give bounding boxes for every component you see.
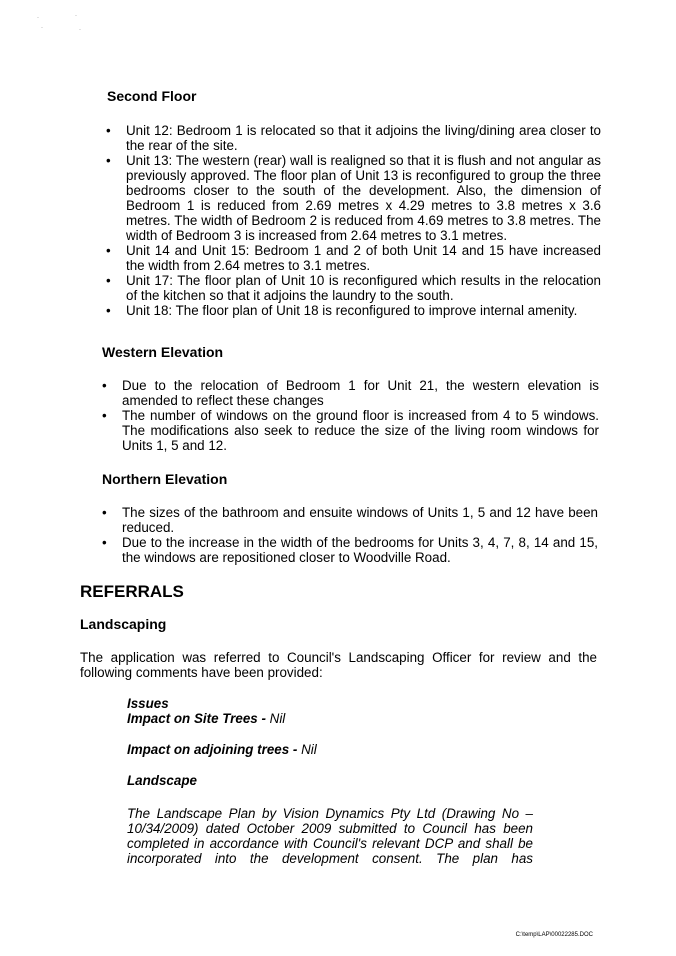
section-heading-referrals: REFERRALS — [80, 582, 184, 601]
landscape-label: Landscape — [127, 773, 197, 788]
section-heading-second-floor: Second Floor — [107, 88, 197, 104]
list-item: • The number of windows on the ground floor is increased from 4 to 5 windows. The modifications also seek to reduce the size of the living room windows for Units 1, 5 and 12. — [102, 408, 599, 453]
scan-artifact: · — [79, 27, 81, 33]
list-item: • Due to the increase in the width of the bedrooms for Units 3, 4, 7, 8, 14 and 15, the windows are repositioned closer to Woodville Road. — [102, 535, 598, 565]
scan-artifact: · — [41, 25, 43, 31]
landscape-block — [127, 773, 533, 788]
section-heading-western-elevation: Western Elevation — [102, 344, 224, 360]
list-item: • Due to the relocation of Bedroom 1 for Unit 21, the western elevation is amended to reflect these changes — [102, 378, 599, 408]
northern-elevation-list — [102, 505, 598, 565]
list-item: • Unit 18: The floor plan of Unit 18 is reconfigured to improve internal amenity. — [106, 303, 601, 318]
site-trees-line: Impact on Site Trees - Nil — [127, 711, 286, 726]
landscaping-intro-paragraph: The application was referred to Council's Landscaping Officer for review and the following comments have been provided: — [80, 650, 597, 680]
issues-label: Issues — [127, 696, 169, 711]
scan-artifact: · — [75, 13, 77, 19]
adjoining-trees-block — [127, 742, 533, 757]
paragraph-line: The Landscape Plan by Vision Dynamics Pty Ltd (Drawing No – — [127, 806, 533, 821]
section-heading-northern-elevation: Northern Elevation — [102, 471, 228, 487]
paragraph-line: incorporated into the development consent. The plan has — [127, 851, 533, 866]
western-elevation-list — [102, 378, 599, 453]
footer-file-path: C:\temp\LAP\00022285.DOC — [515, 932, 593, 938]
paragraph-line: 10/34/2009) dated October 2009 submitted to Council has been — [127, 821, 533, 836]
landscaping-comments — [127, 696, 533, 726]
list-item: • Unit 17: The floor plan of Unit 10 is reconfigured which results in the relocation of the kitchen so that it adjoins the laundry to the south. — [106, 273, 601, 303]
scan-artifact: · — [37, 15, 39, 21]
list-item: • The sizes of the bathroom and ensuite windows of Units 1, 5 and 12 have been reduced. — [102, 505, 598, 535]
list-item: • Unit 12: Bedroom 1 is relocated so that it adjoins the living/dining area closer to the rear of the site. — [106, 123, 601, 153]
adjoining-trees-line: Impact on adjoining trees - Nil — [127, 742, 317, 757]
second-floor-list — [106, 123, 601, 318]
paragraph-line: completed in accordance with Council's relevant DCP and shall be — [127, 836, 533, 851]
list-item: • Unit 14 and Unit 15: Bedroom 1 and 2 of both Unit 14 and 15 have increased the width from 2.64 metres to 3.1 metres. — [106, 243, 601, 273]
list-item: • Unit 13: The western (rear) wall is realigned so that it is flush and not angular as previously approved. The floor plan of Unit 13 is reconfigured to group the three bedrooms closer to the south of the development. Also, the dimension of Bedroom 1 is reduced from 2.69 metres x 4.29 metres to 3.8 metres x 3.6 metres. The width of Bedroom 2 is reduced from 4.69 metres to 3.8 metres. The width of Bedroom 3 is increased from 2.64 metres to 3.1 metres. — [106, 153, 601, 243]
landscape-paragraph — [127, 806, 533, 866]
subsection-heading-landscaping: Landscaping — [80, 616, 167, 632]
